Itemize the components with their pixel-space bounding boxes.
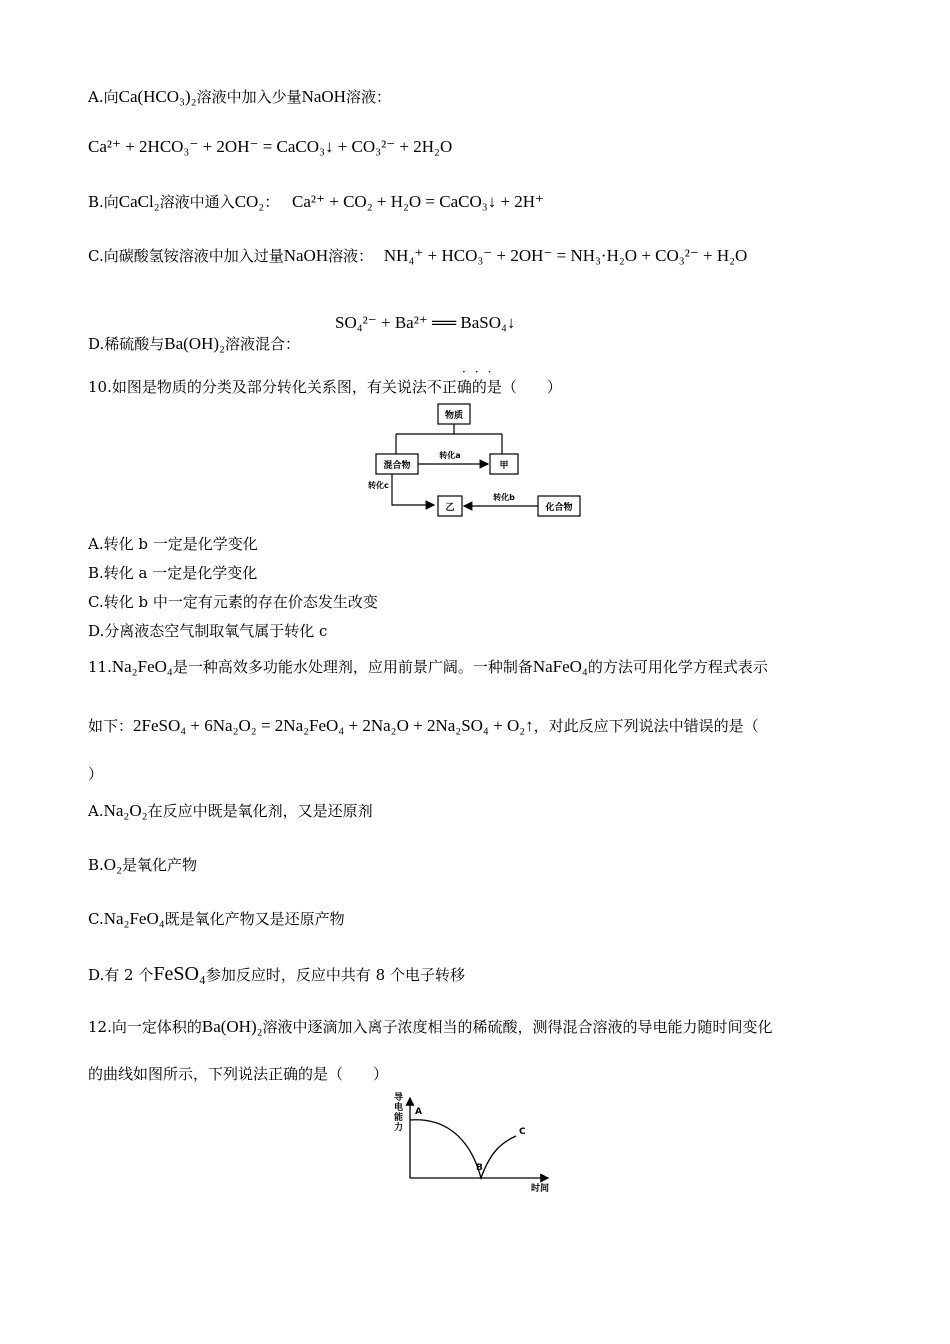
q9-option-b: B.向CaCl₂溶液中通入CO₂： Ca²⁺ + CO₂ + H₂O = CaCO₃↓ + 2H⁺ (88, 192, 545, 211)
q11-stem-line3: ） (88, 765, 104, 783)
point-b: B (476, 1163, 483, 1173)
q12-stem-line2: 的曲线如图所示，下列说法正确的是（ ） (88, 1065, 389, 1083)
formula: O₂ (103, 855, 123, 874)
q10-classification-diagram (362, 402, 584, 522)
formula: Ba(OH)₂ (164, 334, 225, 353)
formula: CaCl₂ (118, 192, 160, 211)
formula: CO₂ (234, 192, 265, 211)
q11-option-c: C.Na₂FeO₄既是氧化产物又是还原产物 (88, 909, 345, 928)
formula: Na₂FeO₄ (111, 657, 173, 676)
point-c: C (519, 1127, 526, 1137)
formula: Ba(OH)₂ (201, 1017, 263, 1036)
label-mixture: 混合物 (383, 461, 411, 471)
q11-option-b: B.O₂是氧化产物 (88, 855, 198, 874)
formula: NaFeO₄ (532, 657, 588, 676)
q11-equation: 2FeSO₄ + 6Na₂O₂ = 2Na₂FeO₄ + 2Na₂O + 2Na₂SO₄ + O₂↑ (133, 716, 534, 735)
q11-option-a: A.Na₂O₂在反应中既是氧化剂，又是还原剂 (88, 801, 373, 820)
formula: NaOH (283, 246, 329, 265)
formula: NaOH (301, 87, 346, 106)
q9-option-d: D.稀硫酸与Ba(OH)₂溶液混合： (88, 334, 300, 353)
label-conv-b: 转化b (493, 493, 515, 502)
label-jia: 甲 (499, 461, 509, 471)
y-label (394, 1091, 406, 1133)
formula: Ca(HCO₃)₂ (118, 87, 197, 106)
formula: FeSO₄ (153, 963, 206, 985)
q10-option-d: D.分离液态空气制取氧气属于转化 c (88, 622, 328, 640)
q9-equation-c: NH₄⁺ + HCO₃⁻ + 2OH⁻ = NH₃·H₂O + CO₃²⁻ + H₂O (383, 246, 748, 265)
q9-equation-d: SO₄²⁻ + Ba²⁺ ══ BaSO₄↓ (335, 313, 516, 332)
q10-option-b: B.转化 a 一定是化学变化 (88, 564, 258, 582)
q9-equation-b: Ca²⁺ + CO₂ + H₂O = CaCO₃↓ + 2H⁺ (292, 192, 545, 211)
y-label-4: 力 (394, 1123, 404, 1133)
y-label-2: 电 (394, 1103, 404, 1113)
q9-option-a: A.向Ca(HCO₃)₂溶液中加入少量NaOH溶液： (88, 87, 391, 106)
q11-option-d: D.有 2 个FeSO₄参加反应时，反应中共有 8 个电子转移 (88, 963, 465, 985)
label-compound: 化合物 (545, 503, 573, 513)
q10-stem: 10.如图是物质的分类及部分转化关系图，有关说法不正确的是（ ） (88, 378, 562, 396)
x-label: 时间 (531, 1184, 550, 1194)
emphasis-dots: ··· (462, 365, 501, 379)
label-yi: 乙 (445, 503, 455, 513)
q11-stem-line2: 如下：2FeSO₄ + 6Na₂O₂ = 2Na₂FeO₄ + 2Na₂O + 2Na₂SO₄ + O₂↑，对此反应下列说法中错误的是（ (88, 716, 759, 735)
q9-equation-a: Ca²⁺ + 2HCO₃⁻ + 2OH⁻ = CaCO₃↓ + CO₃²⁻ + 2H₂O (88, 137, 453, 156)
formula: Na₂O₂ (103, 801, 148, 820)
label-top: 物质 (444, 411, 464, 421)
arrow-c (392, 474, 434, 505)
q10-option-c: C.转化 b 中一定有元素的存在价态发生改变 (88, 593, 378, 611)
y-label-3: 能 (394, 1113, 404, 1123)
conductivity-curve (410, 1120, 516, 1178)
q12-conductivity-graph (388, 1090, 563, 1195)
q10-option-a: A.转化 b 一定是化学变化 (88, 535, 258, 553)
y-label-1: 导 (394, 1093, 404, 1103)
branch-lines (396, 424, 502, 454)
point-a: A (415, 1107, 422, 1117)
label-conv-a: 转化a (439, 451, 461, 460)
q12-stem-line1: 12.向一定体积的Ba(OH)₂溶液中逐滴加入离子浓度相当的稀硫酸，测得混合溶液的导电能力随时间变化 (88, 1017, 773, 1036)
label-conv-c: 转化c (368, 481, 389, 490)
formula: Na₂FeO₄ (103, 909, 165, 928)
q11-stem-line1: 11.Na₂FeO₄是一种高效多功能水处理剂，应用前景广阔。一种制备NaFeO₄的方法可用化学方程式表示 (88, 657, 768, 676)
q9-option-c: C.向碳酸氢铵溶液中加入过量NaOH溶液： NH₄⁺ + HCO₃⁻ + 2OH⁻ = NH₃·H₂O + CO₃²⁻ + H₂O (88, 246, 748, 265)
